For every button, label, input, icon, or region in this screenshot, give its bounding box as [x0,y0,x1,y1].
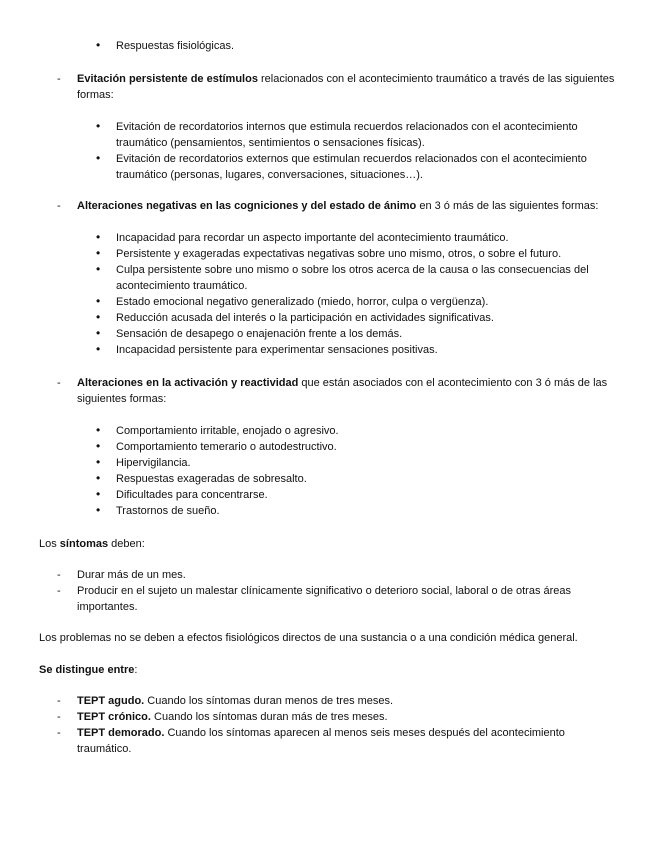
bullet-icon: • [96,342,101,356]
bullet-icon: • [96,151,101,165]
avoidance-heading: - Evitación persistente de estímulos relacionados con el acontecimiento traumático a través de las siguientes formas: [57,73,615,101]
dash-icon: - [57,695,61,707]
list-item: • Culpa persistente sobre uno mismo o sobre los otros acerca de la causa o las consecuencias del acontecimiento traumático. [96,262,589,292]
list-item: • Dificultades para concentrarse. [96,487,268,501]
bullet-icon: • [96,230,101,244]
arousal-section [0,375,655,407]
list-item: • Comportamiento irritable, enojado o agresivo. [96,423,339,437]
physiological-list [0,38,655,54]
bullet-icon: • [96,423,101,437]
distinguish-list [0,693,655,757]
list-item: • Estado emocional negativo generalizado (miedo, horror, culpa o vergüenza). [96,294,489,308]
list-item: • Trastornos de sueño. [96,503,220,517]
list-item: • Respuestas fisiológicas. [96,38,235,52]
symptoms-list [0,567,655,615]
dash-icon: - [57,569,61,581]
list-item: • Reducción acusada del interés o la participación en actividades significativas. [96,310,494,324]
bullet-icon: • [96,119,101,133]
list-item: • Evitación de recordatorios externos que estimulan recuerdos relacionados con el acontecimiento traumático (personas, lugares, conversaciones, situaciones…). [96,151,587,181]
bullet-icon: • [96,471,101,485]
list-item: - TEPT crónico. Cuando los síntomas duran más de tres meses. [57,711,388,723]
list-item: • Incapacidad para recordar un aspecto importante del acontecimiento traumático. [96,230,509,244]
dash-icon: - [57,73,61,85]
bullet-icon: • [96,294,101,308]
bullet-icon: • [96,455,101,469]
list-item: • Hipervigilancia. [96,455,191,469]
list-item: • Sensación de desapego o enajenación frente a los demás. [96,326,403,340]
dash-icon: - [57,585,61,597]
dash-icon: - [57,200,61,212]
bullet-icon: • [96,439,101,453]
dash-icon: - [57,711,61,723]
bullet-icon: • [96,326,101,340]
list-item: • Incapacidad persistente para experimentar sensaciones positivas. [96,342,438,356]
bullet-icon: • [96,310,101,324]
distinguish-intro: Se distingue entre: [39,664,138,676]
list-item: - Producir en el sujeto un malestar clínicamente significativo o deterioro social, laboral o de otras áreas importantes. [57,585,572,613]
cognition-heading: - Alteraciones negativas en las cogniciones y del estado de ánimo en 3 ó más de las siguientes formas: [57,200,599,212]
list-item: • Persistente y exageradas expectativas negativas sobre uno mismo, otros, o sobre el futuro. [96,246,562,260]
bullet-icon: • [96,246,101,260]
avoidance-list [0,119,655,183]
bullet-icon: • [96,262,101,276]
avoidance-section [0,71,655,103]
dash-icon: - [57,377,61,389]
arousal-heading: - Alteraciones en la activación y reactividad que están asociados con el acontecimiento con 3 ó más de las siguientes formas: [57,377,608,405]
cognition-section [0,198,655,214]
dash-icon: - [57,727,61,739]
causes-paragraph: Los problemas no se deben a efectos fisiológicos directos de una sustancia o a una condición médica general. [39,632,578,644]
bullet-icon: • [96,38,101,52]
list-item: - TEPT agudo. Cuando los síntomas duran menos de tres meses. [57,695,394,707]
list-item: • Respuestas exageradas de sobresalto. [96,471,307,485]
cognition-list [0,230,655,358]
list-item: - TEPT demorado. Cuando los síntomas aparecen al menos seis meses después del acontecimiento traumático. [57,727,565,755]
symptoms-intro: Los síntomas deben: [39,538,145,550]
list-item: • Comportamiento temerario o autodestructivo. [96,439,337,453]
arousal-list [0,423,655,519]
bullet-icon: • [96,487,101,501]
bullet-icon: • [96,503,101,517]
list-item: - Durar más de un mes. [57,569,186,581]
list-item: • Evitación de recordatorios internos que estimula recuerdos relacionados con el acontecimiento traumático (pensamientos, sentimientos o sensaciones físicas). [96,119,578,149]
